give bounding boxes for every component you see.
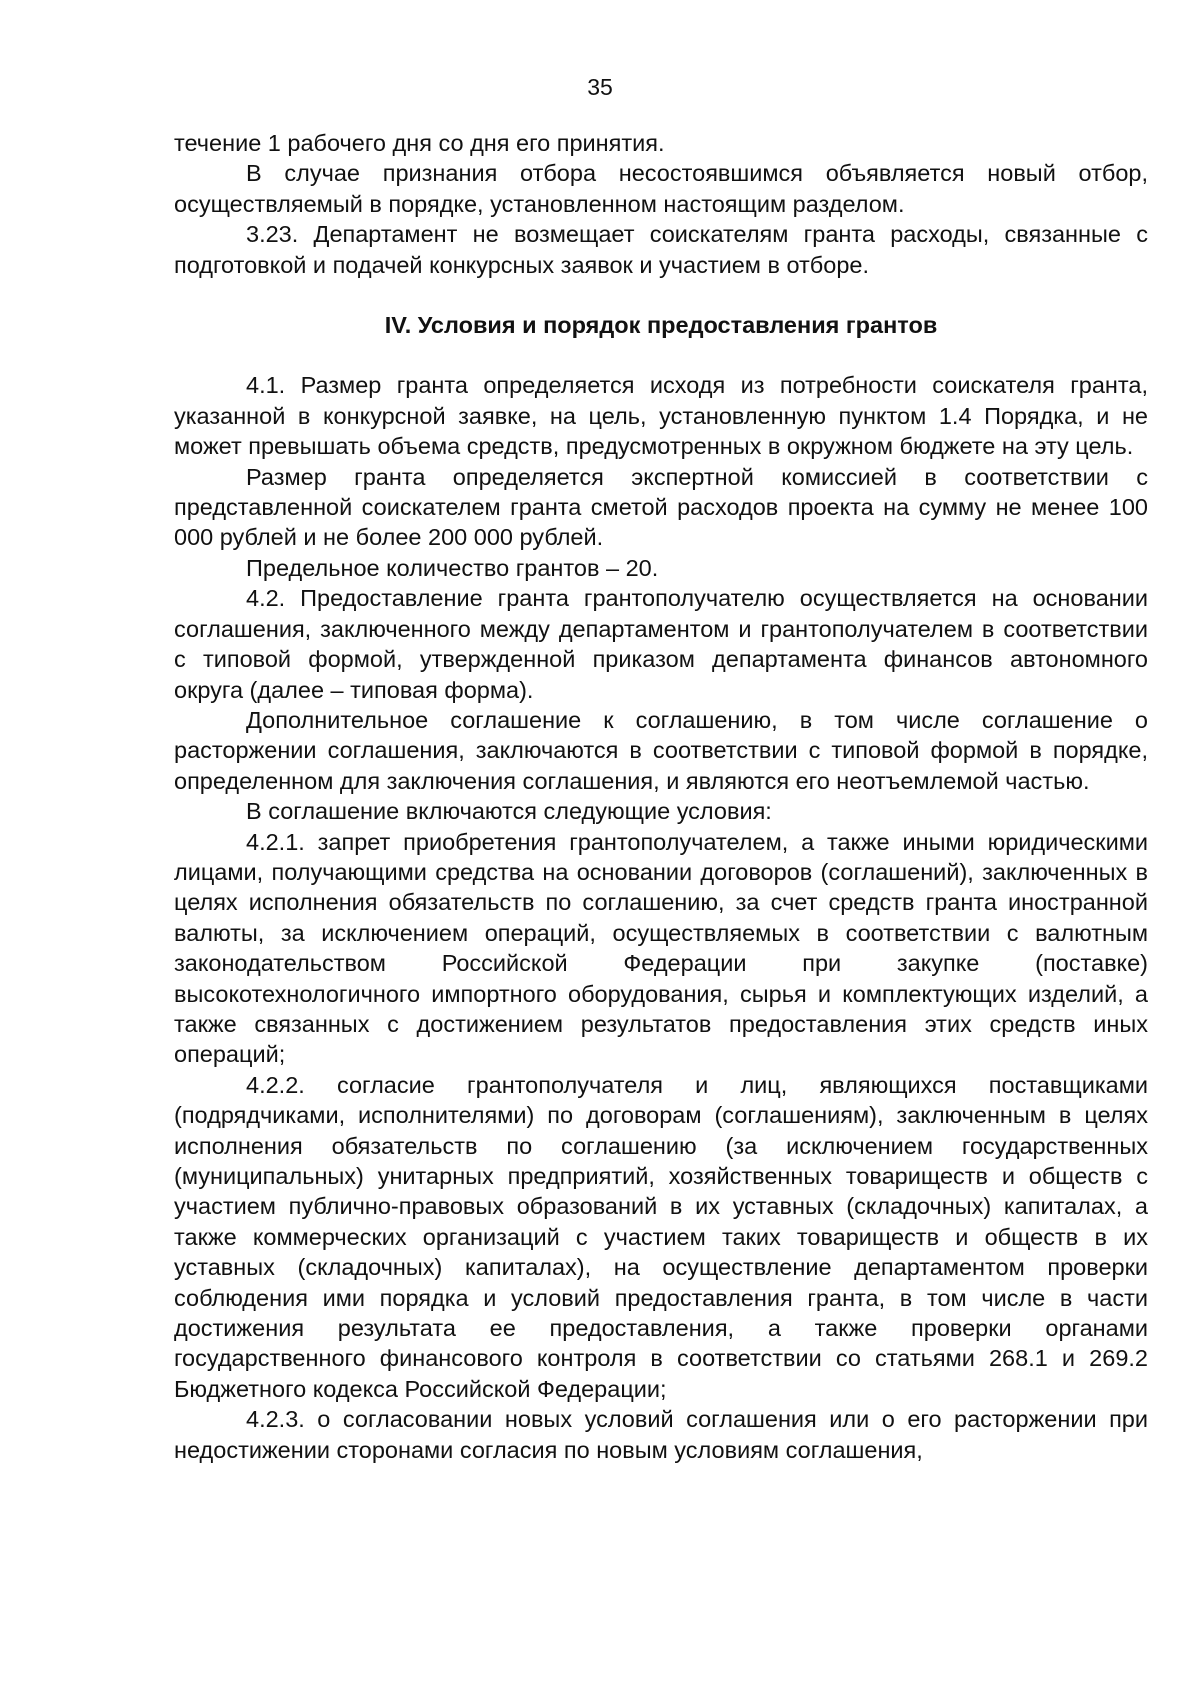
paragraph-additional-agreement: Дополнительное соглашение к соглашению, в том числе соглашение о расторжении соглашения, заключаются в соответствии с типовой формой в порядке, определенном для заключения соглашения, и являются его неотъемлемой частью. [174, 706, 1148, 794]
page-number: 35 [587, 74, 613, 100]
document-body [174, 128, 1148, 1465]
paragraph-4-2-2: 4.2.2. согласие грантополучателя и лиц, являющихся поставщиками (подрядчиками, исполнителями) по договорам (соглашениям), заключенным в целях исполнения обязательств по соглашению (за исключением государственных (муниципальных) унитарных предприятий, хозяйственных товариществ и обществ с участием публично-правовых образований в их уставных (складочных) капиталах, а также коммерческих организаций с участием таких товариществ и обществ в их уставных (складочных) капиталах), на осуществление департаментом проверки соблюдения ими порядка и условий предоставления гранта, в том числе в части достижения результата ее предоставления, а также проверки органами государственного финансового контроля в соответствии со статьями 268.1 и 269.2 Бюджетного кодекса Российской Федерации; [174, 1071, 1148, 1402]
paragraph-grant-limit: Предельное количество грантов – 20. [246, 554, 659, 581]
paragraph-4-2-1: 4.2.1. запрет приобретения грантополучателем, а также иными юридическими лицами, получающими средства на основании договоров (соглашений), заключенных в целях исполнения обязательств по соглашению, за счет средств гранта иностранной валюты, за исключением операций, осуществляемых в соответствии с валютным законодательством Российской Федерации при закупке (поставке) высокотехнологичного импортного оборудования, сырья и комплектующих изделий, а также связанных с достижением результатов предоставления этих средств иных операций; [174, 828, 1148, 1068]
paragraph-failed-selection: В случае признания отбора несостоявшимся объявляется новый отбор, осуществляемый в порядке, установленном настоящим разделом. [174, 160, 1148, 217]
paragraph-4-1: 4.1. Размер гранта определяется исходя из потребности соискателя гранта, указанной в конкурсной заявке, на цель, установленную пунктом 1.4 Порядка, и не может превышать объема средств, предусмотренных в окружном бюджете на эту цель. [174, 372, 1148, 460]
paragraph-4-2-3: 4.2.3. о согласовании новых условий соглашения или о его расторжении при недостижении сторонами согласия по новым условиям соглашения, [174, 1406, 1148, 1463]
paragraph-4-2: 4.2. Предоставление гранта грантополучателю осуществляется на основании соглашения, заключенного между департаментом и грантополучателем в соответствии с типовой формой, утвержденной приказом департамента финансов автономного округа (далее – типовая форма). [174, 585, 1148, 703]
paragraph-3-23: 3.23. Департамент не возмещает соискателям гранта расходы, связанные с подготовкой и подачей конкурсных заявок и участием в отборе. [174, 221, 1148, 278]
paragraph-continuation: течение 1 рабочего дня со дня его принятия. [174, 130, 665, 156]
section-heading: IV. Условия и порядок предоставления грантов [384, 312, 938, 339]
paragraph-grant-size: Размер гранта определяется экспертной комиссией в соответствии с представленной соискателем гранта сметой расходов проекта на сумму не менее 100 000 рублей и не более 200 000 рублей. [174, 463, 1148, 551]
paragraph-conditions-intro: В соглашение включаются следующие условия: [246, 798, 772, 825]
